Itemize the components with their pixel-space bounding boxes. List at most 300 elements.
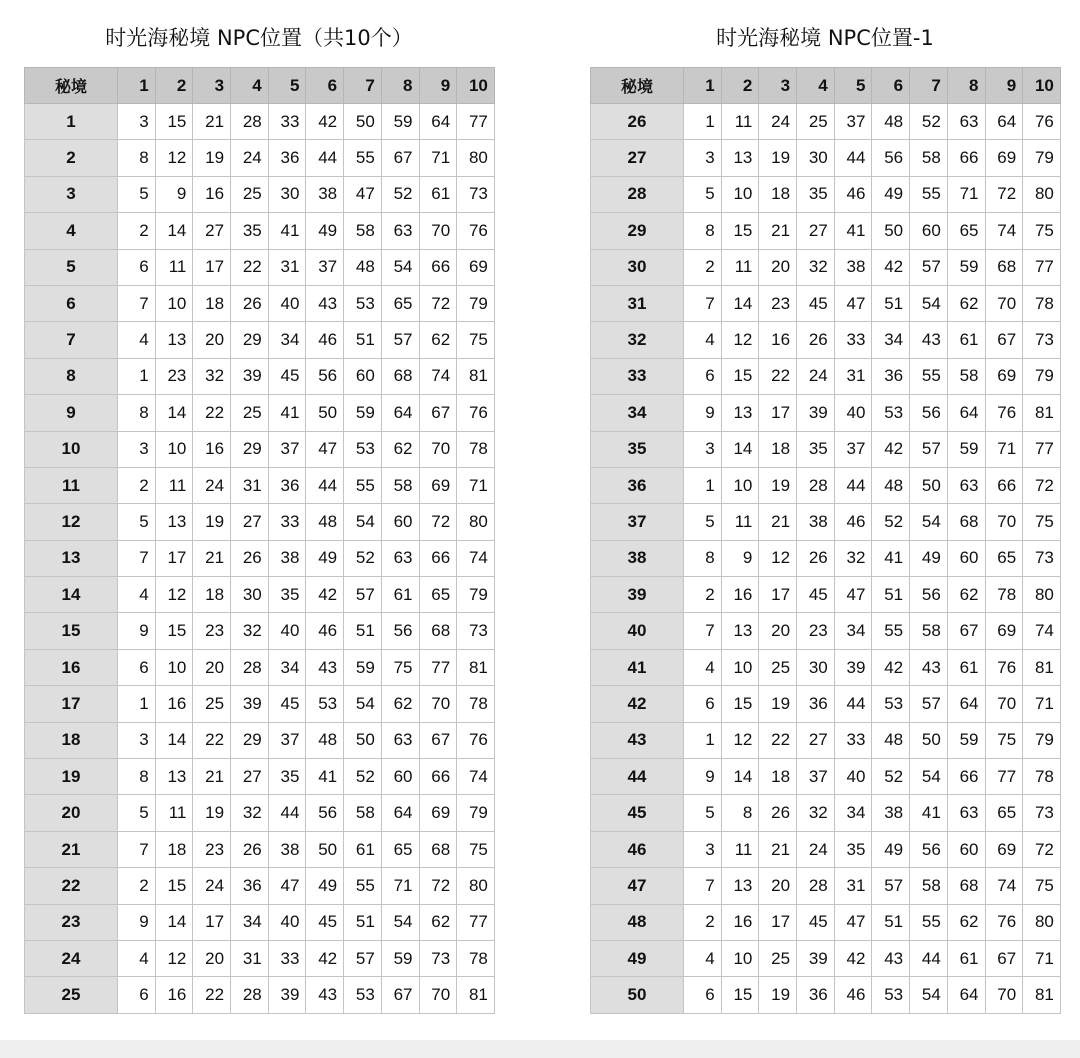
position-cell: 59: [381, 104, 419, 140]
position-cell: 6: [118, 977, 156, 1013]
row-label: 5: [25, 249, 118, 285]
position-cell: 2: [118, 213, 156, 249]
position-cell: 57: [344, 940, 382, 976]
row-label: 12: [25, 504, 118, 540]
position-cell: 44: [306, 140, 344, 176]
position-cell: 65: [947, 213, 985, 249]
table-body: [591, 104, 1061, 1014]
position-cell: 40: [834, 395, 872, 431]
position-cell: 13: [155, 504, 193, 540]
position-cell: 35: [834, 831, 872, 867]
position-cell: 73: [1023, 322, 1061, 358]
position-cell: 52: [344, 759, 382, 795]
table-row: [591, 285, 1061, 321]
position-cell: 52: [872, 504, 910, 540]
column-header: 6: [306, 68, 344, 104]
table-row: [591, 504, 1061, 540]
row-label: 23: [25, 904, 118, 940]
position-cell: 54: [344, 686, 382, 722]
position-cell: 20: [193, 322, 231, 358]
row-label: 16: [25, 649, 118, 685]
row-label: 6: [25, 285, 118, 321]
position-cell: 34: [872, 322, 910, 358]
position-cell: 63: [947, 104, 985, 140]
position-cell: 66: [419, 249, 457, 285]
position-cell: 71: [1023, 686, 1061, 722]
column-header: 7: [344, 68, 382, 104]
position-cell: 67: [381, 977, 419, 1013]
position-cell: 66: [419, 759, 457, 795]
row-label: 24: [25, 940, 118, 976]
position-cell: 65: [985, 795, 1023, 831]
position-cell: 33: [268, 504, 306, 540]
position-cell: 9: [721, 540, 759, 576]
position-cell: 52: [872, 759, 910, 795]
table-row: [25, 176, 495, 212]
column-header: 1: [684, 68, 722, 104]
position-cell: 62: [419, 904, 457, 940]
position-cell: 47: [268, 868, 306, 904]
position-cell: 70: [985, 285, 1023, 321]
position-cell: 69: [457, 249, 495, 285]
position-cell: 7: [118, 285, 156, 321]
position-cell: 50: [910, 467, 948, 503]
position-cell: 64: [947, 977, 985, 1013]
position-cell: 60: [947, 831, 985, 867]
position-cell: 65: [419, 577, 457, 613]
position-cell: 11: [155, 249, 193, 285]
position-cell: 54: [910, 977, 948, 1013]
position-cell: 46: [834, 977, 872, 1013]
position-cell: 12: [155, 940, 193, 976]
table-body: [25, 104, 495, 1014]
row-label: 26: [591, 104, 684, 140]
position-cell: 45: [268, 358, 306, 394]
row-label: 28: [591, 176, 684, 212]
position-cell: 41: [910, 795, 948, 831]
position-cell: 9: [118, 613, 156, 649]
column-header: 8: [947, 68, 985, 104]
position-cell: 37: [834, 104, 872, 140]
row-label: 15: [25, 613, 118, 649]
table-row: [25, 104, 495, 140]
position-cell: 77: [1023, 431, 1061, 467]
position-cell: 81: [457, 649, 495, 685]
position-cell: 3: [118, 431, 156, 467]
position-cell: 42: [872, 431, 910, 467]
position-cell: 42: [834, 940, 872, 976]
row-label: 2: [25, 140, 118, 176]
row-label: 22: [25, 868, 118, 904]
position-cell: 56: [910, 395, 948, 431]
position-cell: 13: [721, 395, 759, 431]
position-cell: 16: [155, 686, 193, 722]
table-row: [25, 868, 495, 904]
position-cell: 77: [419, 649, 457, 685]
position-cell: 34: [268, 649, 306, 685]
position-cell: 17: [759, 904, 797, 940]
position-cell: 15: [155, 613, 193, 649]
position-cell: 1: [684, 722, 722, 758]
position-cell: 64: [947, 686, 985, 722]
position-cell: 19: [193, 140, 231, 176]
position-cell: 63: [381, 540, 419, 576]
position-cell: 10: [155, 649, 193, 685]
position-cell: 76: [457, 213, 495, 249]
position-cell: 13: [155, 759, 193, 795]
column-header: 10: [457, 68, 495, 104]
position-cell: 27: [231, 759, 269, 795]
position-cell: 39: [231, 358, 269, 394]
position-cell: 59: [947, 431, 985, 467]
position-cell: 49: [910, 540, 948, 576]
table-row: [25, 285, 495, 321]
position-cell: 26: [759, 795, 797, 831]
column-header: 9: [419, 68, 457, 104]
position-cell: 37: [797, 759, 835, 795]
table-row: [25, 977, 495, 1013]
table-row: [591, 395, 1061, 431]
position-cell: 32: [834, 540, 872, 576]
position-cell: 25: [797, 104, 835, 140]
position-cell: 30: [797, 140, 835, 176]
position-cell: 72: [419, 504, 457, 540]
row-label: 41: [591, 649, 684, 685]
position-cell: 2: [118, 467, 156, 503]
row-label: 49: [591, 940, 684, 976]
row-label: 9: [25, 395, 118, 431]
position-cell: 50: [344, 722, 382, 758]
position-cell: 81: [1023, 977, 1061, 1013]
position-cell: 55: [910, 176, 948, 212]
row-label: 38: [591, 540, 684, 576]
table-row: [25, 504, 495, 540]
position-cell: 54: [910, 504, 948, 540]
position-cell: 28: [797, 868, 835, 904]
position-cell: 42: [306, 577, 344, 613]
position-cell: 20: [759, 868, 797, 904]
position-cell: 73: [419, 940, 457, 976]
row-label: 1: [25, 104, 118, 140]
position-cell: 79: [1023, 358, 1061, 394]
position-cell: 53: [344, 285, 382, 321]
position-cell: 58: [910, 613, 948, 649]
position-cell: 10: [721, 940, 759, 976]
position-cell: 28: [231, 649, 269, 685]
position-cell: 26: [231, 831, 269, 867]
position-cell: 60: [947, 540, 985, 576]
position-cell: 69: [419, 467, 457, 503]
position-cell: 5: [684, 504, 722, 540]
position-cell: 23: [797, 613, 835, 649]
position-cell: 74: [985, 868, 1023, 904]
position-cell: 50: [910, 722, 948, 758]
column-header: 6: [872, 68, 910, 104]
row-label: 8: [25, 358, 118, 394]
position-cell: 33: [268, 104, 306, 140]
position-cell: 42: [306, 940, 344, 976]
position-cell: 19: [193, 795, 231, 831]
position-cell: 41: [872, 540, 910, 576]
position-cell: 68: [419, 613, 457, 649]
position-cell: 75: [985, 722, 1023, 758]
position-cell: 23: [155, 358, 193, 394]
column-header: 3: [759, 68, 797, 104]
position-cell: 75: [457, 831, 495, 867]
position-cell: 28: [797, 467, 835, 503]
position-cell: 50: [306, 395, 344, 431]
position-cell: 29: [231, 322, 269, 358]
position-cell: 34: [268, 322, 306, 358]
position-cell: 25: [231, 395, 269, 431]
position-cell: 6: [118, 649, 156, 685]
position-cell: 22: [231, 249, 269, 285]
position-cell: 71: [1023, 940, 1061, 976]
position-cell: 71: [381, 868, 419, 904]
position-cell: 65: [985, 540, 1023, 576]
position-cell: 61: [344, 831, 382, 867]
position-cell: 72: [1023, 831, 1061, 867]
row-label: 4: [25, 213, 118, 249]
position-cell: 58: [381, 467, 419, 503]
position-cell: 49: [306, 213, 344, 249]
position-cell: 18: [193, 577, 231, 613]
position-cell: 36: [268, 467, 306, 503]
table-row: [591, 904, 1061, 940]
position-cell: 27: [193, 213, 231, 249]
table-row: [25, 759, 495, 795]
position-cell: 77: [457, 904, 495, 940]
position-cell: 79: [457, 577, 495, 613]
position-cell: 55: [344, 467, 382, 503]
position-cell: 75: [1023, 868, 1061, 904]
row-label: 36: [591, 467, 684, 503]
table-row: [591, 722, 1061, 758]
position-cell: 3: [118, 104, 156, 140]
position-cell: 31: [834, 868, 872, 904]
position-cell: 7: [118, 831, 156, 867]
position-cell: 30: [231, 577, 269, 613]
position-cell: 20: [759, 249, 797, 285]
position-cell: 4: [684, 940, 722, 976]
position-cell: 75: [1023, 213, 1061, 249]
position-cell: 70: [419, 977, 457, 1013]
table-row: [25, 722, 495, 758]
position-cell: 51: [872, 285, 910, 321]
position-cell: 35: [797, 176, 835, 212]
position-cell: 79: [457, 285, 495, 321]
row-label: 34: [591, 395, 684, 431]
table-row: [25, 395, 495, 431]
position-cell: 69: [419, 795, 457, 831]
position-cell: 4: [118, 940, 156, 976]
position-cell: 15: [721, 213, 759, 249]
position-cell: 66: [947, 759, 985, 795]
position-cell: 4: [684, 322, 722, 358]
position-cell: 17: [759, 577, 797, 613]
table-row: [591, 795, 1061, 831]
position-cell: 55: [910, 358, 948, 394]
position-cell: 2: [118, 868, 156, 904]
table-row: [591, 176, 1061, 212]
position-cell: 37: [306, 249, 344, 285]
position-cell: 55: [872, 613, 910, 649]
position-cell: 54: [381, 904, 419, 940]
position-cell: 74: [457, 540, 495, 576]
position-cell: 57: [910, 686, 948, 722]
position-cell: 55: [344, 868, 382, 904]
position-cell: 79: [1023, 140, 1061, 176]
position-cell: 23: [759, 285, 797, 321]
position-cell: 52: [910, 104, 948, 140]
position-cell: 71: [947, 176, 985, 212]
position-cell: 58: [344, 795, 382, 831]
position-cell: 41: [306, 759, 344, 795]
position-cell: 14: [155, 395, 193, 431]
position-cell: 47: [834, 285, 872, 321]
position-cell: 18: [759, 431, 797, 467]
position-cell: 42: [872, 249, 910, 285]
position-cell: 15: [721, 686, 759, 722]
npc-position-table: [590, 67, 1061, 1014]
column-header: 7: [910, 68, 948, 104]
position-cell: 17: [155, 540, 193, 576]
position-cell: 17: [759, 395, 797, 431]
position-cell: 70: [985, 504, 1023, 540]
position-cell: 48: [872, 722, 910, 758]
position-cell: 35: [268, 577, 306, 613]
header-row: [591, 68, 1061, 104]
position-cell: 15: [721, 358, 759, 394]
position-cell: 27: [797, 213, 835, 249]
position-cell: 56: [381, 613, 419, 649]
position-cell: 12: [155, 577, 193, 613]
position-cell: 75: [381, 649, 419, 685]
position-cell: 24: [193, 467, 231, 503]
row-label: 40: [591, 613, 684, 649]
column-header: 5: [268, 68, 306, 104]
position-cell: 69: [985, 613, 1023, 649]
position-cell: 48: [872, 467, 910, 503]
position-cell: 50: [344, 104, 382, 140]
row-label: 21: [25, 831, 118, 867]
position-cell: 14: [721, 285, 759, 321]
position-cell: 51: [872, 904, 910, 940]
position-cell: 6: [684, 358, 722, 394]
position-cell: 25: [759, 940, 797, 976]
position-cell: 12: [155, 140, 193, 176]
position-cell: 15: [155, 868, 193, 904]
position-cell: 58: [344, 213, 382, 249]
table-title: 时光海秘境 NPC位置-1: [716, 26, 934, 50]
position-cell: 11: [155, 795, 193, 831]
position-cell: 43: [910, 649, 948, 685]
position-cell: 28: [231, 977, 269, 1013]
column-header: 4: [231, 68, 269, 104]
table-row: [591, 940, 1061, 976]
position-cell: 45: [797, 285, 835, 321]
position-cell: 18: [759, 176, 797, 212]
position-cell: 8: [684, 540, 722, 576]
position-cell: 2: [684, 249, 722, 285]
position-cell: 45: [797, 577, 835, 613]
table-row: [591, 686, 1061, 722]
position-cell: 11: [721, 504, 759, 540]
position-cell: 69: [985, 831, 1023, 867]
position-cell: 13: [721, 613, 759, 649]
position-cell: 1: [118, 358, 156, 394]
position-cell: 52: [381, 176, 419, 212]
position-cell: 79: [1023, 722, 1061, 758]
position-cell: 38: [306, 176, 344, 212]
position-cell: 5: [118, 176, 156, 212]
position-cell: 44: [306, 467, 344, 503]
position-cell: 16: [721, 577, 759, 613]
column-header: 4: [797, 68, 835, 104]
column-header: 2: [721, 68, 759, 104]
position-cell: 21: [193, 540, 231, 576]
position-cell: 61: [947, 322, 985, 358]
position-cell: 76: [457, 722, 495, 758]
position-cell: 62: [947, 577, 985, 613]
position-cell: 15: [155, 104, 193, 140]
table-title: 时光海秘境 NPC位置（共10个）: [105, 26, 413, 50]
position-cell: 32: [797, 249, 835, 285]
position-cell: 47: [344, 176, 382, 212]
position-cell: 24: [797, 358, 835, 394]
position-cell: 39: [797, 940, 835, 976]
position-cell: 18: [193, 285, 231, 321]
table-row: [591, 868, 1061, 904]
npc-position-table: [24, 67, 495, 1014]
position-cell: 64: [381, 395, 419, 431]
position-cell: 41: [834, 213, 872, 249]
position-cell: 15: [721, 977, 759, 1013]
position-cell: 2: [684, 904, 722, 940]
position-cell: 74: [457, 759, 495, 795]
column-header-secret-realm: 秘境: [25, 68, 118, 104]
column-header: 3: [193, 68, 231, 104]
position-cell: 64: [985, 104, 1023, 140]
row-label: 7: [25, 322, 118, 358]
position-cell: 24: [797, 831, 835, 867]
row-label: 11: [25, 467, 118, 503]
row-label: 25: [25, 977, 118, 1013]
position-cell: 48: [344, 249, 382, 285]
position-cell: 55: [910, 904, 948, 940]
position-cell: 59: [947, 249, 985, 285]
position-cell: 10: [721, 176, 759, 212]
position-cell: 58: [910, 140, 948, 176]
position-cell: 67: [947, 613, 985, 649]
position-cell: 70: [419, 431, 457, 467]
position-cell: 67: [985, 322, 1023, 358]
position-cell: 44: [268, 795, 306, 831]
position-cell: 18: [759, 759, 797, 795]
position-cell: 61: [381, 577, 419, 613]
position-cell: 31: [834, 358, 872, 394]
position-cell: 43: [910, 322, 948, 358]
position-cell: 19: [759, 140, 797, 176]
position-cell: 8: [118, 140, 156, 176]
position-cell: 56: [872, 140, 910, 176]
position-cell: 35: [268, 759, 306, 795]
table-row: [25, 831, 495, 867]
position-cell: 76: [1023, 104, 1061, 140]
position-cell: 9: [684, 759, 722, 795]
position-cell: 63: [947, 467, 985, 503]
position-cell: 8: [684, 213, 722, 249]
